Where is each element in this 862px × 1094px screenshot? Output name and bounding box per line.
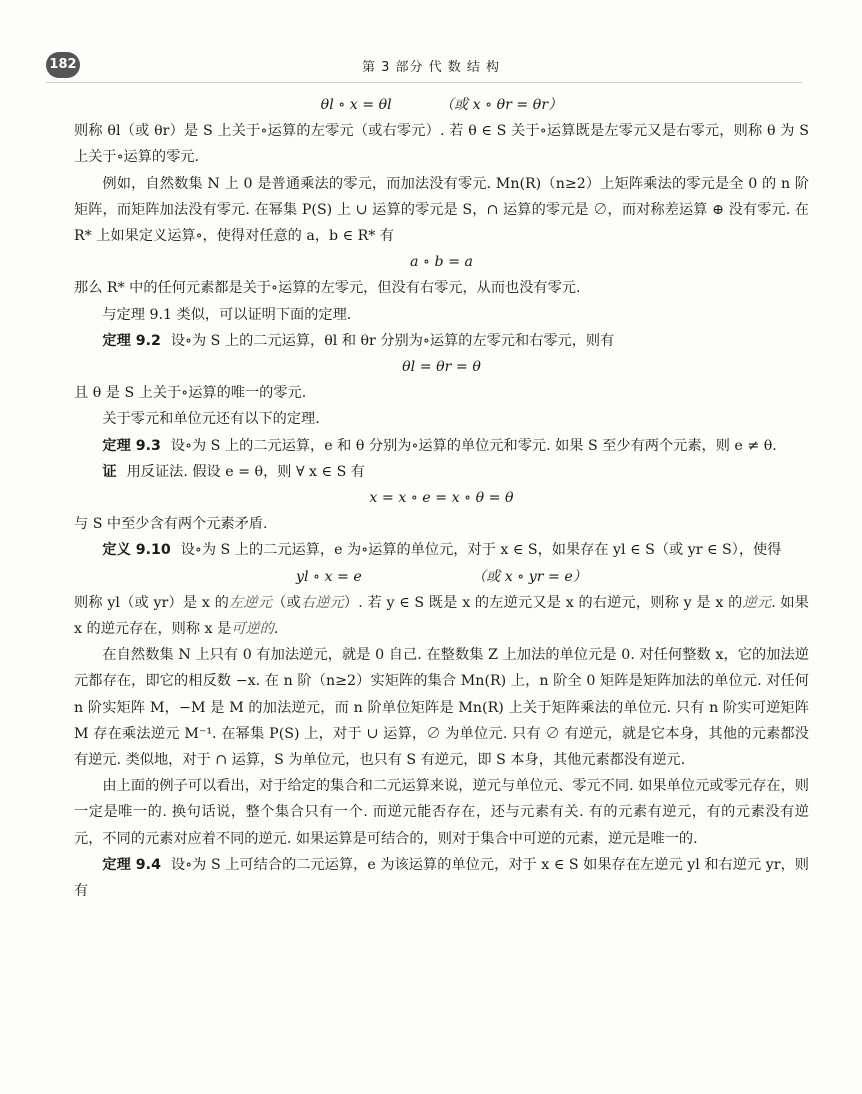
paragraph-similar-theorem: 与定理 9.1 类似，可以证明下面的定理. (102, 306, 352, 323)
term-right-inverse: 右逆元 (300, 594, 344, 611)
proof-label: 证 (102, 463, 117, 480)
formula-zero-equality: θl = θr = θ (402, 359, 481, 376)
formula-part: （或 x ∘ yr = e） (471, 568, 587, 585)
paragraph-left-zero-conclusion: 那么 R* 中的任何元素都是关于∘运算的左零元，但没有右零元，从而也没有零元. (74, 280, 581, 297)
theorem-text: 设∘为 S 上可结合的二元运算，e 为该运算的单位元，对于 x ∈ S 如果存在左逆元 yl 和右逆元 yr，则有 (74, 856, 809, 900)
theorem-text: 设∘为 S 上的二元运算，θl 和 θr 分别为∘运算的左零元和右零元，则有 (170, 332, 615, 349)
paragraph-contradiction: 与 S 中至少含有两个元素矛盾. (74, 516, 268, 533)
paragraph-unique-zero: 且 θ 是 S 上关于∘运算的唯一的零元. (74, 385, 307, 402)
definition-9-10 (74, 537, 809, 563)
term-inverse: 逆元 (742, 594, 772, 611)
text-run: （或 (272, 594, 301, 611)
theorem-label: 定理 9.4 (102, 856, 161, 873)
text-run: . (273, 621, 279, 638)
theorem-text: 设∘为 S 上的二元运算，e 和 θ 分别为∘运算的单位元和零元. 如果 S 至少有两个元素，则 e ≠ θ. (170, 437, 777, 454)
formula-part: θl ∘ x = θl (320, 97, 392, 113)
text-run: 则称 yl（或 yr）是 x 的 (74, 594, 229, 611)
formula-left-zero (74, 92, 809, 118)
running-head: 第 3 部分 代 数 结 构 (361, 60, 501, 75)
definition-text: 设∘为 S 上的二元运算，e 为∘运算的单位元，对于 x ∈ S，如果存在 yl ∈ S（或 yr ∈ S），使得 (180, 542, 782, 559)
paragraph-intro-theorem-9-3: 关于零元和单位元还有以下的定理. (102, 411, 320, 428)
theorem-label: 定理 9.2 (102, 332, 161, 349)
header-rule (46, 82, 802, 83)
text-run: . 如果 x 的逆元存在，则称 x 是 (74, 594, 809, 638)
page-body (74, 92, 809, 904)
proof-text: 用反证法. 假设 e = θ，则 ∀ x ∈ S 有 (126, 463, 365, 480)
formula-part: yl ∘ x = e (296, 568, 362, 585)
theorem-9-3 (74, 433, 809, 459)
definition-label: 定义 9.10 (102, 542, 171, 559)
paragraph-inverse-examples: 在自然数集 N 上只有 0 有加法逆元，就是 0 自己. 在整数集 Z 上加法的单位元是 0. 对任何整数 x，它的加法逆元都存在，即它的相反数 −x. 在 n 阶（n≥2）实矩阵的集合 Mn(R) 上，n 阶全 0 矩阵是矩阵加法的单位元. 对任何 n 阶实矩阵 M，−M 是 M 的加法逆元，而 n 阶单位矩阵是 Mn(R) 上关于矩阵乘法的单位元. 只有 n 阶实可逆矩阵 M 存在乘法逆元 M⁻¹. 在幂集 P(S) 上，对于 ∪ 运算，∅ 为单位元. 只有 ∅ 有逆元，就是它本身，其他的元素都没有逆元. 类似地，对于 ∩ 运算，S 为单位元，也只有 S 有逆元，即 S 本身，其他元素都没有逆元. (74, 647, 809, 769)
formula-part: （或 x ∘ θr = θr） (439, 97, 563, 113)
formula-proof-chain: x = x ∘ e = x ∘ θ = θ (369, 490, 514, 507)
paragraph-uniqueness-discussion: 由上面的例子可以看出，对于给定的集合和二元运算来说，逆元与单位元、零元不同. 如果单位元或零元存在，则一定是唯一的. 换句话说，整个集合只有一个. 而逆元能否存在，还与元素有关. 有的元素有逆元，有的元素没有逆元，不同的元素对应着不同的逆元. 如果运算是可结合的，则对于集合中可逆的元素，逆元是唯一的. (74, 778, 809, 847)
term-invertible: 可逆的 (231, 621, 274, 638)
formula-inverse (74, 564, 809, 590)
paragraph-zero-definition: 则称 θl（或 θr）是 S 上关于∘运算的左零元（或右零元）. 若 θ ∈ S 关于∘运算既是左零元又是右零元，则称 θ 为 S 上关于∘运算的零元. (74, 123, 809, 166)
paragraph-zero-examples: 例如，自然数集 N 上 0 是普通乘法的零元，而加法没有零元. Mn(R)（n≥2）上矩阵乘法的零元是全 0 的 n 阶矩阵，而矩阵加法没有零元. 在幂集 P(S) 上 ∪ 运算的零元是 S，∩ 运算的零元是 ∅，而对称差运算 ⊕ 没有零元. 在 R* 上如果定义运算∘，使得对任意的 a，b ∈ R* 有 (74, 175, 809, 245)
proof (74, 459, 809, 485)
theorem-9-2 (74, 328, 809, 354)
formula-a-op-b: a ∘ b = a (410, 254, 473, 271)
paragraph-inverse-definition (74, 590, 809, 642)
page-number-badge: 182 (46, 52, 80, 78)
term-left-inverse: 左逆元 (228, 594, 273, 611)
text-run: ）. 若 y ∈ S 既是 x 的左逆元又是 x 的右逆元，则称 y 是 x 的 (343, 594, 743, 611)
theorem-label: 定理 9.3 (102, 437, 161, 454)
theorem-9-4 (74, 852, 809, 904)
